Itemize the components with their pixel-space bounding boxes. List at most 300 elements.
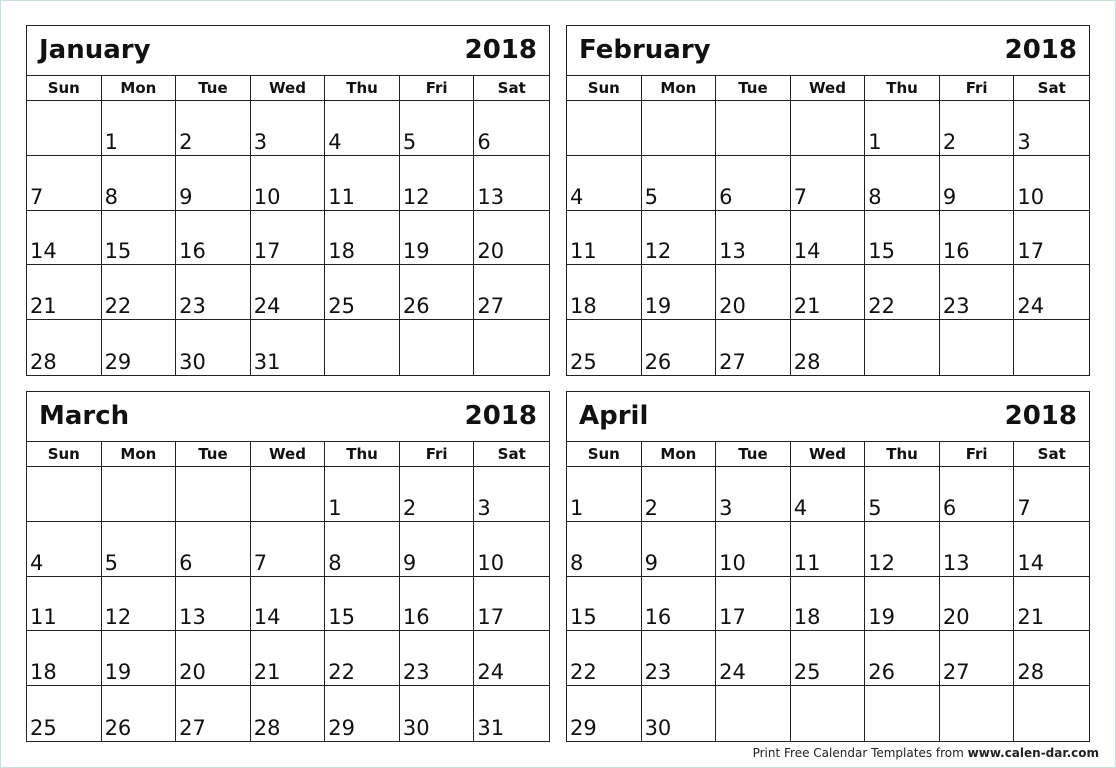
day-cell [1014, 156, 1089, 211]
footer-site-link[interactable]: www.calen-dar.com [967, 746, 1099, 760]
day-number: 7 [30, 184, 44, 209]
day-cell [642, 522, 717, 577]
day-cell [474, 631, 549, 686]
day-number: 15 [328, 605, 356, 630]
day-number: 19 [644, 294, 672, 319]
day-number: 4 [793, 495, 808, 520]
day-number: 16 [402, 605, 430, 630]
day-number: 23 [644, 660, 672, 685]
day-cell [791, 686, 866, 741]
day-number: 31 [477, 715, 505, 740]
day-number: 23 [942, 294, 970, 319]
day-cell [251, 522, 326, 577]
day-cell [791, 156, 866, 211]
day-cell [400, 686, 475, 741]
day-cell [567, 211, 642, 266]
day-number: 24 [477, 660, 505, 685]
day-cell [251, 577, 326, 632]
day-cell [400, 577, 475, 632]
weekday-label: Sat [1037, 445, 1066, 463]
day-cell [567, 686, 642, 741]
weekday-label: Sun [567, 76, 642, 100]
day-number: 14 [30, 239, 57, 264]
day-cell [1014, 686, 1089, 741]
day-number: 10 [719, 550, 746, 575]
day-cell [27, 265, 102, 320]
day-cell [325, 265, 400, 320]
day-number: 10 [1017, 184, 1045, 209]
day-number: 5 [402, 129, 417, 154]
month-title: March [39, 401, 130, 431]
day-number: 31 [253, 349, 281, 374]
day-number: 4 [570, 184, 584, 209]
day-cell [325, 686, 400, 741]
day-cell [176, 156, 251, 211]
day-number: 14 [1017, 550, 1045, 575]
day-grid [27, 467, 549, 741]
day-cell [865, 631, 940, 686]
weekday-label: Mon [642, 76, 717, 100]
day-cell [940, 211, 1015, 266]
day-number: 20 [719, 294, 746, 319]
weekday-label: Fri [940, 442, 1015, 466]
day-cell [251, 101, 326, 156]
weekday-label: Mon [102, 442, 177, 466]
day-number: 4 [30, 550, 44, 575]
day-cell [642, 320, 717, 375]
weekday-label: Sun [27, 76, 102, 100]
year-title: 2018 [1004, 35, 1077, 65]
day-cell [716, 577, 791, 632]
day-number: 4 [328, 129, 342, 154]
day-grid [27, 101, 549, 375]
day-cell [791, 101, 866, 156]
day-number: 7 [793, 184, 808, 209]
day-cell [791, 320, 866, 375]
day-cell [102, 320, 177, 375]
day-cell [865, 211, 940, 266]
day-cell [1014, 522, 1089, 577]
day-cell [251, 631, 326, 686]
weekday-label: Sun [27, 442, 102, 466]
day-number: 9 [644, 550, 658, 575]
day-number: 5 [868, 495, 882, 520]
day-cell [400, 211, 475, 266]
day-cell [716, 631, 791, 686]
day-number: 6 [179, 550, 193, 575]
day-cell [474, 577, 549, 632]
weekday-label: Sat [497, 79, 526, 97]
day-number: 19 [104, 660, 132, 685]
day-number: 27 [719, 349, 746, 374]
day-cell [176, 101, 251, 156]
weekday-label: Tue [176, 442, 251, 466]
day-number: 3 [719, 495, 733, 520]
day-cell [102, 686, 177, 741]
day-number: 5 [644, 184, 658, 209]
month-title: February [579, 35, 711, 65]
day-cell [176, 467, 251, 522]
calendar-header [567, 26, 1089, 76]
day-number: 10 [253, 184, 281, 209]
day-cell [716, 211, 791, 266]
day-cell [716, 156, 791, 211]
year-title: 2018 [464, 35, 537, 65]
day-cell [325, 320, 400, 375]
day-number: 15 [868, 239, 896, 264]
day-cell [716, 467, 791, 522]
day-number: 11 [793, 550, 821, 575]
day-cell [400, 631, 475, 686]
day-cell [102, 631, 177, 686]
day-number: 27 [179, 715, 206, 740]
day-cell [27, 101, 102, 156]
day-number: 17 [477, 605, 505, 630]
day-cell [325, 101, 400, 156]
calendar-march [26, 391, 550, 742]
day-number: 30 [402, 715, 430, 740]
day-cell [102, 577, 177, 632]
day-cell [251, 467, 326, 522]
weekday-header-row [567, 442, 1089, 467]
calendar-header [567, 392, 1089, 442]
day-cell [716, 265, 791, 320]
day-cell [940, 156, 1015, 211]
day-cell [940, 522, 1015, 577]
day-number: 21 [30, 294, 57, 319]
day-number: 24 [1017, 294, 1045, 319]
day-number: 22 [868, 294, 896, 319]
weekday-label: Thu [325, 442, 400, 466]
day-cell [940, 265, 1015, 320]
day-number: 28 [1017, 660, 1045, 685]
day-cell [865, 156, 940, 211]
day-number: 8 [868, 184, 882, 209]
day-number: 13 [477, 184, 505, 209]
day-cell [940, 631, 1015, 686]
day-cell [567, 577, 642, 632]
day-cell [325, 211, 400, 266]
day-number: 29 [104, 349, 132, 374]
day-cell [865, 265, 940, 320]
weekday-header-row [27, 76, 549, 101]
day-number: 29 [570, 715, 597, 740]
day-cell [102, 522, 177, 577]
day-cell [325, 577, 400, 632]
weekday-label: Wed [791, 442, 866, 466]
day-number: 21 [253, 660, 281, 685]
day-cell [400, 522, 475, 577]
day-grid [567, 101, 1089, 375]
day-cell [474, 101, 549, 156]
day-cell [1014, 265, 1089, 320]
day-cell [716, 101, 791, 156]
day-cell [474, 320, 549, 375]
weekday-label: Sun [567, 442, 642, 466]
day-cell [176, 265, 251, 320]
day-number: 2 [942, 129, 957, 154]
weekday-label: Mon [642, 442, 717, 466]
day-number: 3 [1017, 129, 1031, 154]
day-number: 21 [1017, 605, 1045, 630]
weekday-label: Fri [940, 76, 1015, 100]
day-number: 13 [942, 550, 970, 575]
calendar-february [566, 25, 1090, 376]
day-cell [474, 522, 549, 577]
day-grid [567, 467, 1089, 741]
calendar-header [27, 392, 549, 442]
day-cell [27, 631, 102, 686]
weekday-label: Mon [102, 76, 177, 100]
weekday-label: Fri [400, 442, 475, 466]
day-number: 16 [644, 605, 672, 630]
day-cell [102, 467, 177, 522]
weekday-label: Sat [1037, 79, 1066, 97]
day-number: 9 [402, 550, 417, 575]
day-cell [642, 686, 717, 741]
day-cell [325, 156, 400, 211]
day-number: 3 [253, 129, 268, 154]
day-number: 26 [868, 660, 896, 685]
day-number: 16 [179, 239, 206, 264]
day-cell [716, 522, 791, 577]
weekday-header-row [27, 442, 549, 467]
day-number: 2 [402, 495, 417, 520]
day-number: 24 [253, 294, 281, 319]
day-number: 25 [30, 715, 57, 740]
weekday-header-row [567, 76, 1089, 101]
day-number: 17 [253, 239, 281, 264]
day-cell [27, 211, 102, 266]
day-number: 2 [179, 129, 193, 154]
day-cell [102, 211, 177, 266]
day-number: 30 [179, 349, 206, 374]
day-cell [567, 101, 642, 156]
day-number: 9 [179, 184, 193, 209]
day-cell [102, 156, 177, 211]
day-cell [865, 320, 940, 375]
day-number: 3 [477, 495, 491, 520]
day-cell [251, 211, 326, 266]
weekday-label: Fri [400, 76, 475, 100]
day-cell [400, 467, 475, 522]
day-cell [176, 631, 251, 686]
day-cell [791, 265, 866, 320]
day-number: 1 [570, 495, 584, 520]
day-number: 25 [793, 660, 821, 685]
day-cell [567, 522, 642, 577]
day-number: 8 [328, 550, 342, 575]
day-number: 26 [644, 349, 672, 374]
day-cell [474, 211, 549, 266]
day-number: 6 [719, 184, 733, 209]
day-cell [791, 577, 866, 632]
day-cell [716, 686, 791, 741]
year-title: 2018 [464, 401, 537, 431]
day-cell [251, 320, 326, 375]
day-cell [791, 522, 866, 577]
day-cell [474, 467, 549, 522]
day-cell [567, 265, 642, 320]
day-cell [474, 265, 549, 320]
day-number: 8 [104, 184, 118, 209]
day-cell [642, 631, 717, 686]
weekday-label: Tue [716, 442, 791, 466]
day-number: 11 [328, 184, 356, 209]
day-number: 28 [793, 349, 821, 374]
day-cell [716, 320, 791, 375]
day-number: 24 [719, 660, 746, 685]
day-number: 12 [868, 550, 896, 575]
day-number: 11 [570, 239, 597, 264]
day-cell [1014, 101, 1089, 156]
day-cell [642, 101, 717, 156]
day-cell [940, 686, 1015, 741]
day-cell [400, 320, 475, 375]
day-number: 19 [402, 239, 430, 264]
day-cell [176, 211, 251, 266]
day-number: 28 [253, 715, 281, 740]
day-number: 18 [30, 660, 57, 685]
day-cell [27, 686, 102, 741]
day-cell [865, 577, 940, 632]
day-cell [567, 631, 642, 686]
weekday-label: Wed [791, 76, 866, 100]
day-number: 17 [1017, 239, 1045, 264]
day-cell [1014, 631, 1089, 686]
day-number: 5 [104, 550, 118, 575]
day-cell [474, 156, 549, 211]
day-number: 25 [570, 349, 597, 374]
day-cell [791, 211, 866, 266]
day-number: 30 [644, 715, 672, 740]
day-cell [325, 631, 400, 686]
footer-prefix: Print Free Calendar Templates from [752, 746, 968, 760]
day-number: 18 [570, 294, 597, 319]
day-cell [325, 522, 400, 577]
day-number: 20 [477, 239, 505, 264]
day-number: 6 [477, 129, 491, 154]
day-cell [176, 686, 251, 741]
weekday-label: Sat [497, 445, 526, 463]
day-number: 22 [104, 294, 132, 319]
day-number: 17 [719, 605, 746, 630]
day-cell [865, 522, 940, 577]
day-number: 12 [644, 239, 672, 264]
day-cell [791, 631, 866, 686]
day-cell [176, 320, 251, 375]
day-number: 13 [719, 239, 746, 264]
day-number: 20 [942, 605, 970, 630]
day-number: 19 [868, 605, 896, 630]
calendar-april [566, 391, 1090, 742]
day-number: 6 [942, 495, 957, 520]
day-number: 1 [104, 129, 118, 154]
day-number: 22 [328, 660, 356, 685]
day-cell [642, 467, 717, 522]
day-number: 23 [402, 660, 430, 685]
day-number: 27 [942, 660, 970, 685]
weekday-label: Thu [865, 442, 940, 466]
day-cell [27, 577, 102, 632]
month-title: April [579, 401, 649, 431]
weekday-label: Tue [716, 76, 791, 100]
day-cell [27, 156, 102, 211]
weekday-label: Wed [251, 442, 326, 466]
day-cell [791, 467, 866, 522]
day-number: 11 [30, 605, 57, 630]
day-number: 7 [253, 550, 268, 575]
day-number: 12 [402, 184, 430, 209]
day-number: 2 [644, 495, 658, 520]
day-cell [325, 467, 400, 522]
day-cell [1014, 467, 1089, 522]
weekday-label: Wed [251, 76, 326, 100]
day-number: 7 [1017, 495, 1031, 520]
day-cell [567, 467, 642, 522]
year-title: 2018 [1004, 401, 1077, 431]
day-cell [400, 265, 475, 320]
day-number: 20 [179, 660, 206, 685]
day-cell [940, 320, 1015, 375]
day-number: 28 [30, 349, 57, 374]
day-number: 12 [104, 605, 132, 630]
day-number: 22 [570, 660, 597, 685]
day-cell [27, 467, 102, 522]
day-cell [176, 522, 251, 577]
day-number: 9 [942, 184, 957, 209]
day-cell [567, 320, 642, 375]
day-cell [474, 686, 549, 741]
day-number: 27 [477, 294, 505, 319]
day-cell [1014, 577, 1089, 632]
day-cell [1014, 211, 1089, 266]
day-number: 1 [868, 129, 882, 154]
day-number: 15 [570, 605, 597, 630]
day-cell [642, 156, 717, 211]
day-number: 26 [402, 294, 430, 319]
footer-credit [753, 746, 1099, 760]
day-cell [642, 265, 717, 320]
day-cell [102, 265, 177, 320]
day-cell [940, 101, 1015, 156]
day-number: 10 [477, 550, 505, 575]
day-number: 14 [793, 239, 821, 264]
day-number: 29 [328, 715, 356, 740]
calendar-january [26, 25, 550, 376]
day-cell [251, 156, 326, 211]
day-number: 14 [253, 605, 281, 630]
weekday-label: Thu [865, 76, 940, 100]
day-cell [400, 101, 475, 156]
day-cell [642, 577, 717, 632]
weekday-label: Tue [176, 76, 251, 100]
day-cell [940, 577, 1015, 632]
day-cell [176, 577, 251, 632]
day-cell [251, 686, 326, 741]
day-number: 16 [942, 239, 970, 264]
day-cell [567, 156, 642, 211]
day-cell [940, 467, 1015, 522]
calendar-header [27, 26, 549, 76]
day-cell [102, 101, 177, 156]
day-number: 1 [328, 495, 342, 520]
day-number: 21 [793, 294, 821, 319]
day-number: 23 [179, 294, 206, 319]
day-number: 25 [328, 294, 356, 319]
month-title: January [39, 35, 151, 65]
day-cell [865, 686, 940, 741]
